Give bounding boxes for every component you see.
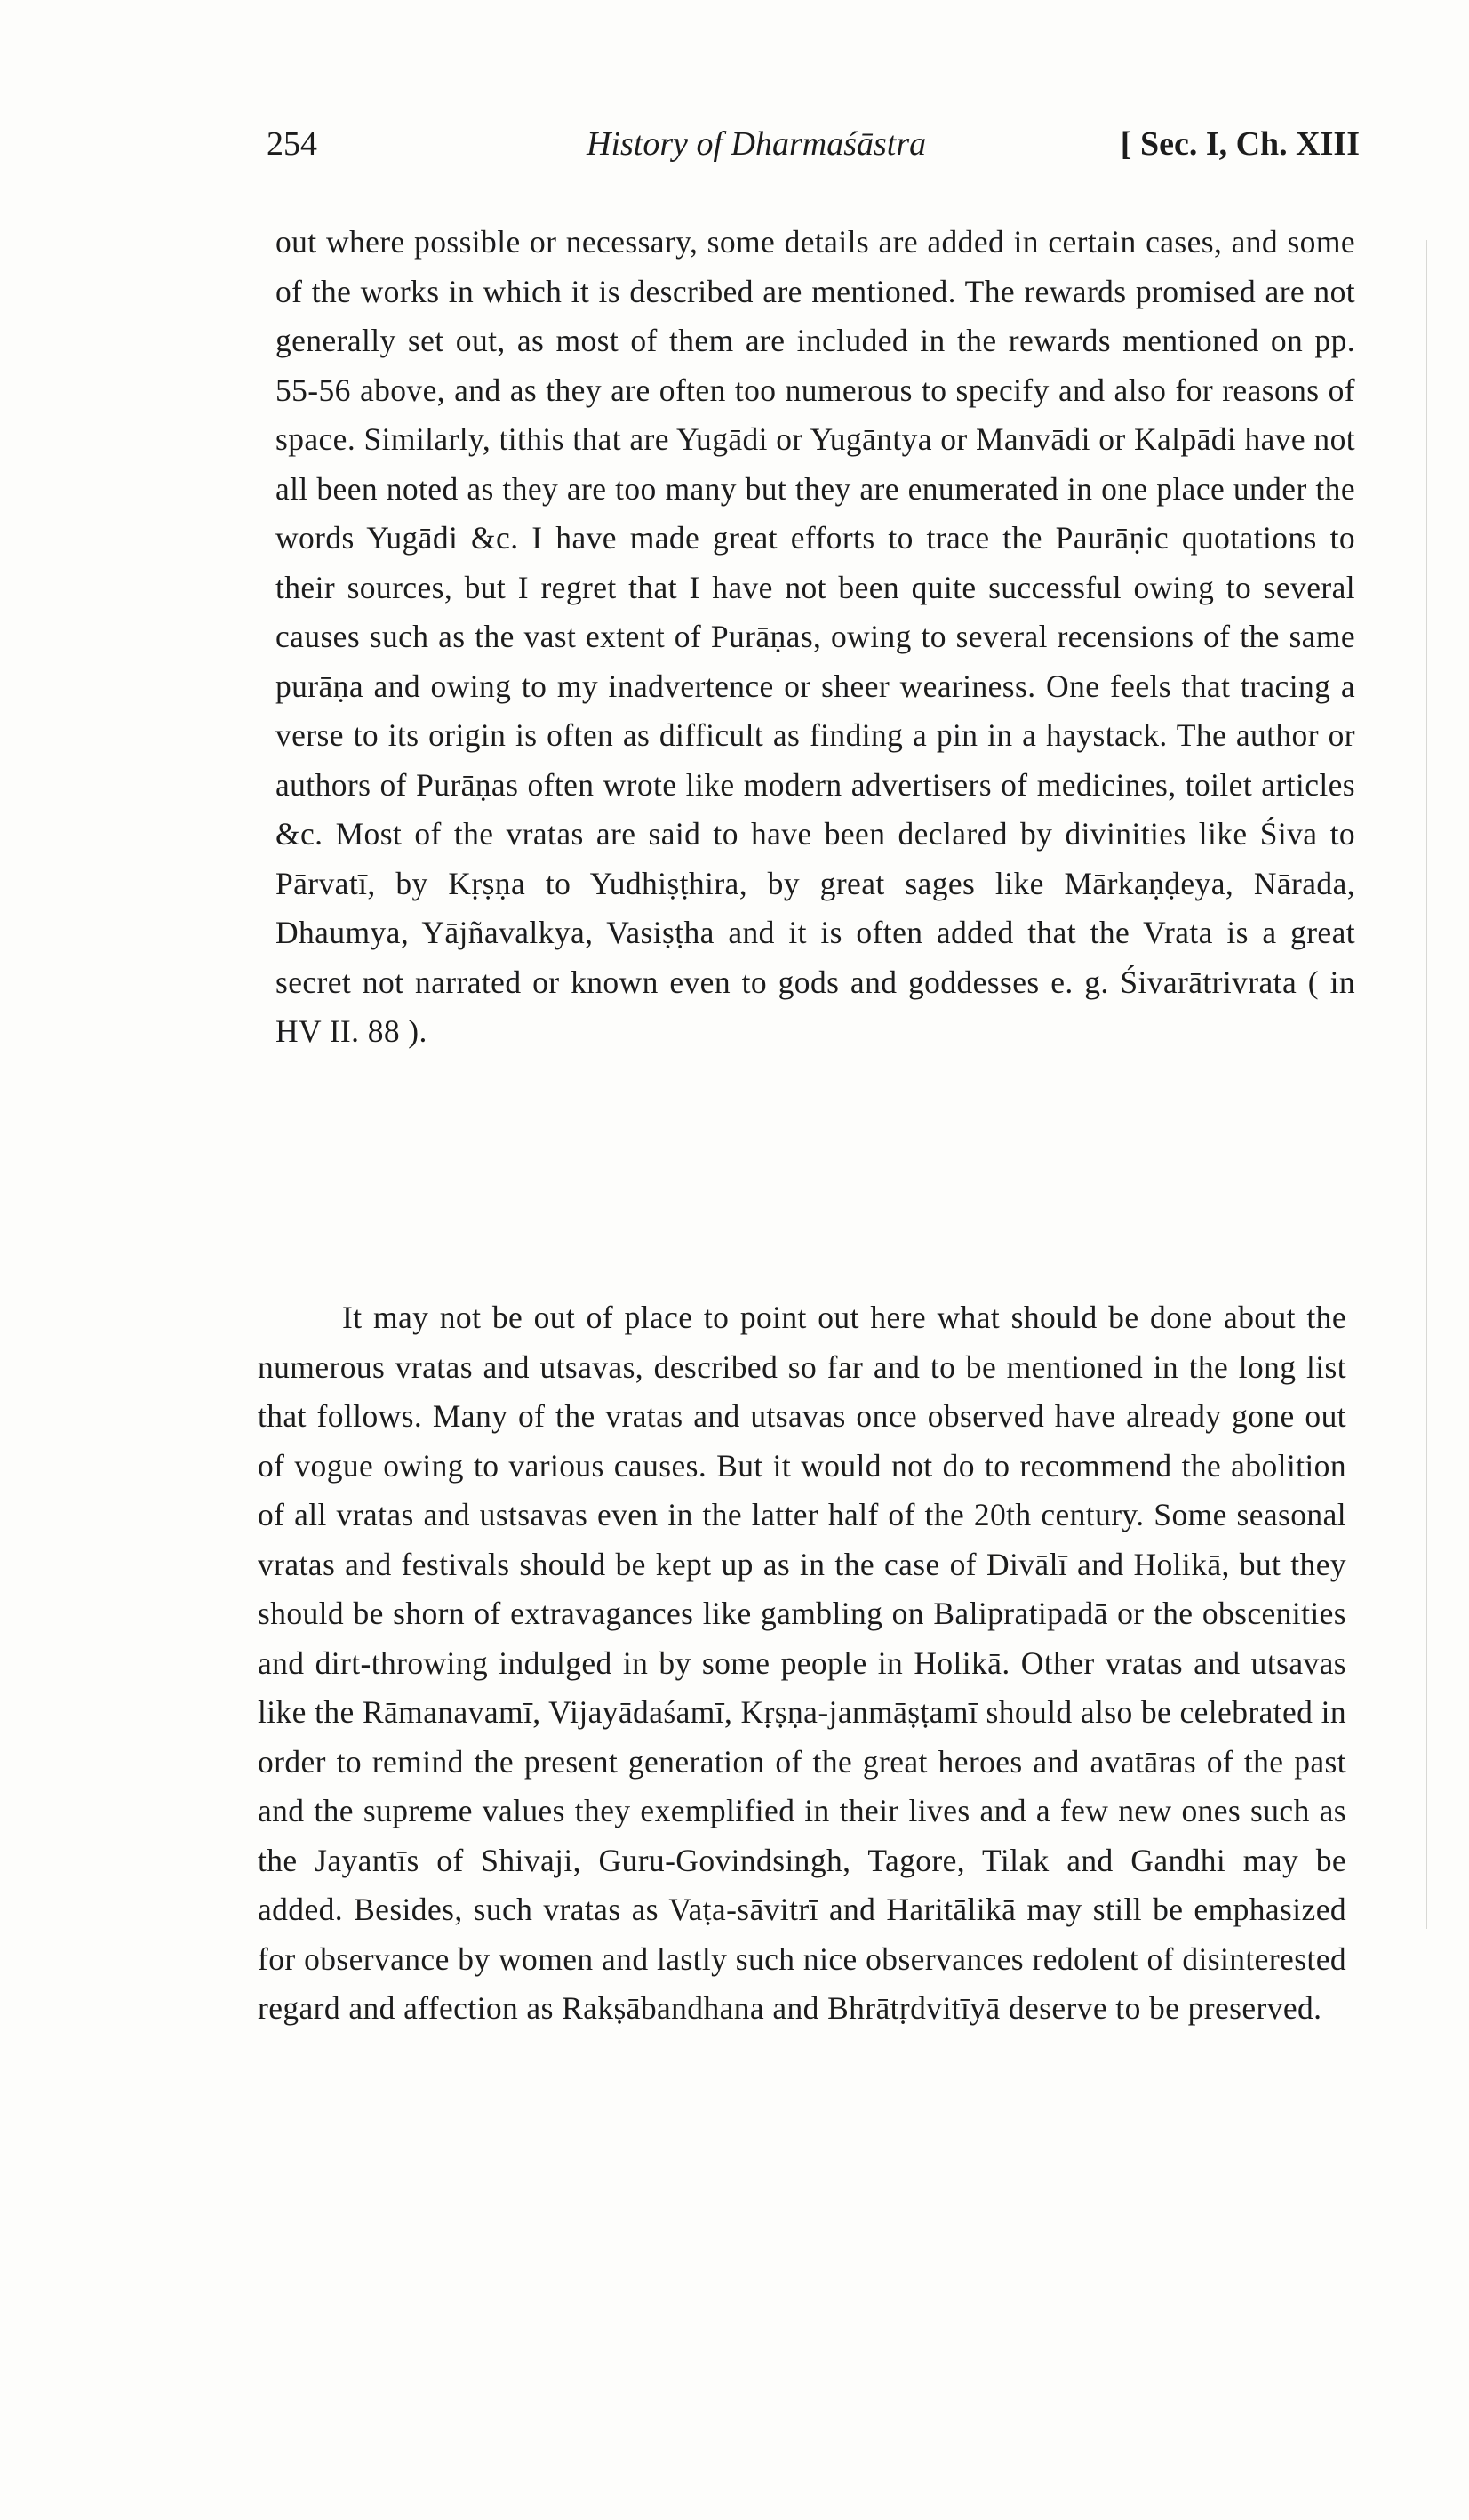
running-head xyxy=(267,124,1360,178)
paragraph-vratas-recommendation: It may not be out of place to point out here what should be done about the numerous vratas and utsavas, described so far and to be mentioned in the long list that follows. Many of the vratas and utsavas once observed have already gone out of vogue owing to various causes. But it would not do to recommend the abolition of all vratas and ustsavas even in the latter half of the 20th century. Some seasonal vratas and festivals should be kept up as in the case of Divālī and Holikā, but they should be shorn of extravagances like gambling on Balipratipadā or the obscenities and dirt-throwing indulged in by some people in Holikā. Other vratas and utsavas like the Rāmanavamī, Vijayādaśamī, Kṛṣṇa-janmāṣṭamī should also be celebrated in order to remind the present generation of the great heroes and avatāras of the past and the supreme values they exemplified in their lives and a few new ones such as the Jayantīs of Shivaji, Guru-Govindsingh, Tagore, Tilak and Gandhi may be added. Besides, such vratas as Vaṭa-sāvitrī and Haritālikā may still be emphasized for observance by women and lastly such nice observances redolent of disinterested regard and affection as Rakṣābandhana and Bhrātṛdvitīyā deserve to be preserved. xyxy=(258,1300,1346,2026)
running-title: History of Dharmaśāstra xyxy=(587,125,927,163)
paragraph-continued: out where possible or necessary, some details are added in certain cases, and some of the works in which it is described are mentioned. The rewards promised are not generally set out, as most of them are included in the rewards mentioned on pp. 55-56 above, and as they are often too numerous to specify and also for reasons of space. Similarly, tithis that are Yugādi or Yugāntya or Manvādi or Kalpādi have not all been noted as they are too many but they are enumerated in one place under the words Yugādi &c. I have made great efforts to trace the Paurāṇic quotations to their sources, but I regret that I have not been quite successful owing to several causes such as the vast extent of Purāṇas, owing to several recensions of the same purāṇa and owing to my inadvertence or sheer weariness. One feels that tracing a verse to its origin is often as difficult as finding a pin in a haystack. The author or authors of Purāṇas often wrote like modern advertisers of medicines, toilet articles &c. Most of the vratas are said to have been declared by divinities like Śiva to Pārvatī, by Kṛṣṇa to Yudhiṣṭhira, by great sages like Mārkaṇḍeya, Nārada, Dhaumya, Yājñavalkya, Vasiṣṭha and it is often added that the Vrata is a great secret not narrated or known even to gods and goddesses e. g. Śivarātrivrata ( in HV II. 88 ). xyxy=(275,224,1355,1049)
page-edge-shadow xyxy=(1426,240,1427,1929)
section-reference: [ Sec. I, Ch. XIII xyxy=(1120,125,1360,163)
page-number: 254 xyxy=(267,125,317,163)
